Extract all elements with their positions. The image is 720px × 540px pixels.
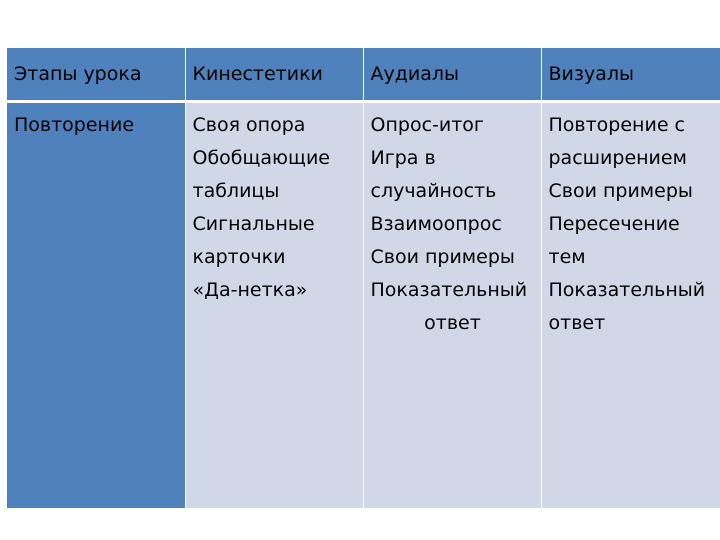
auditory-line: случайность (370, 180, 497, 202)
visual-line: ответ (548, 312, 606, 334)
auditory-line: Взаимоопрос (370, 213, 502, 235)
auditory-line: Свои примеры (370, 246, 515, 268)
kinesthetic-line: карточки (192, 246, 286, 268)
header-visual: Визуалы (541, 48, 720, 102)
visual-line: расширением (548, 147, 687, 169)
visual-line: Повторение с (548, 114, 685, 136)
table-row (7, 102, 720, 509)
stage-cell (7, 102, 185, 509)
kinesthetic-line: Обобщающие (192, 147, 330, 169)
header-stages: Этапы урока (7, 48, 185, 102)
visual-line: тем (548, 246, 586, 268)
auditory-line: ответ (424, 312, 481, 334)
auditory-line: Игра в (370, 147, 436, 169)
lesson-table (7, 48, 720, 508)
kinesthetic-line: таблицы (192, 180, 280, 202)
header-auditory: Аудиалы (363, 48, 541, 102)
auditory-line: Опрос-итог (370, 114, 484, 136)
kinesthetic-cell (185, 102, 363, 509)
auditory-line: Показательный (370, 279, 528, 301)
header-kinesthetic: Кинестетики (185, 48, 363, 102)
kinesthetic-line: Своя опора (192, 114, 306, 136)
visual-line: Показательный (548, 279, 706, 301)
kinesthetic-line: «Да-нетка» (192, 279, 308, 301)
auditory-cell (363, 102, 541, 509)
stage-label: Повторение (14, 114, 135, 136)
visual-cell (541, 102, 720, 509)
header-row (7, 48, 720, 102)
visual-line: Свои примеры (548, 180, 693, 202)
visual-line: Пересечение (548, 213, 680, 235)
kinesthetic-line: Сигнальные (192, 213, 315, 235)
